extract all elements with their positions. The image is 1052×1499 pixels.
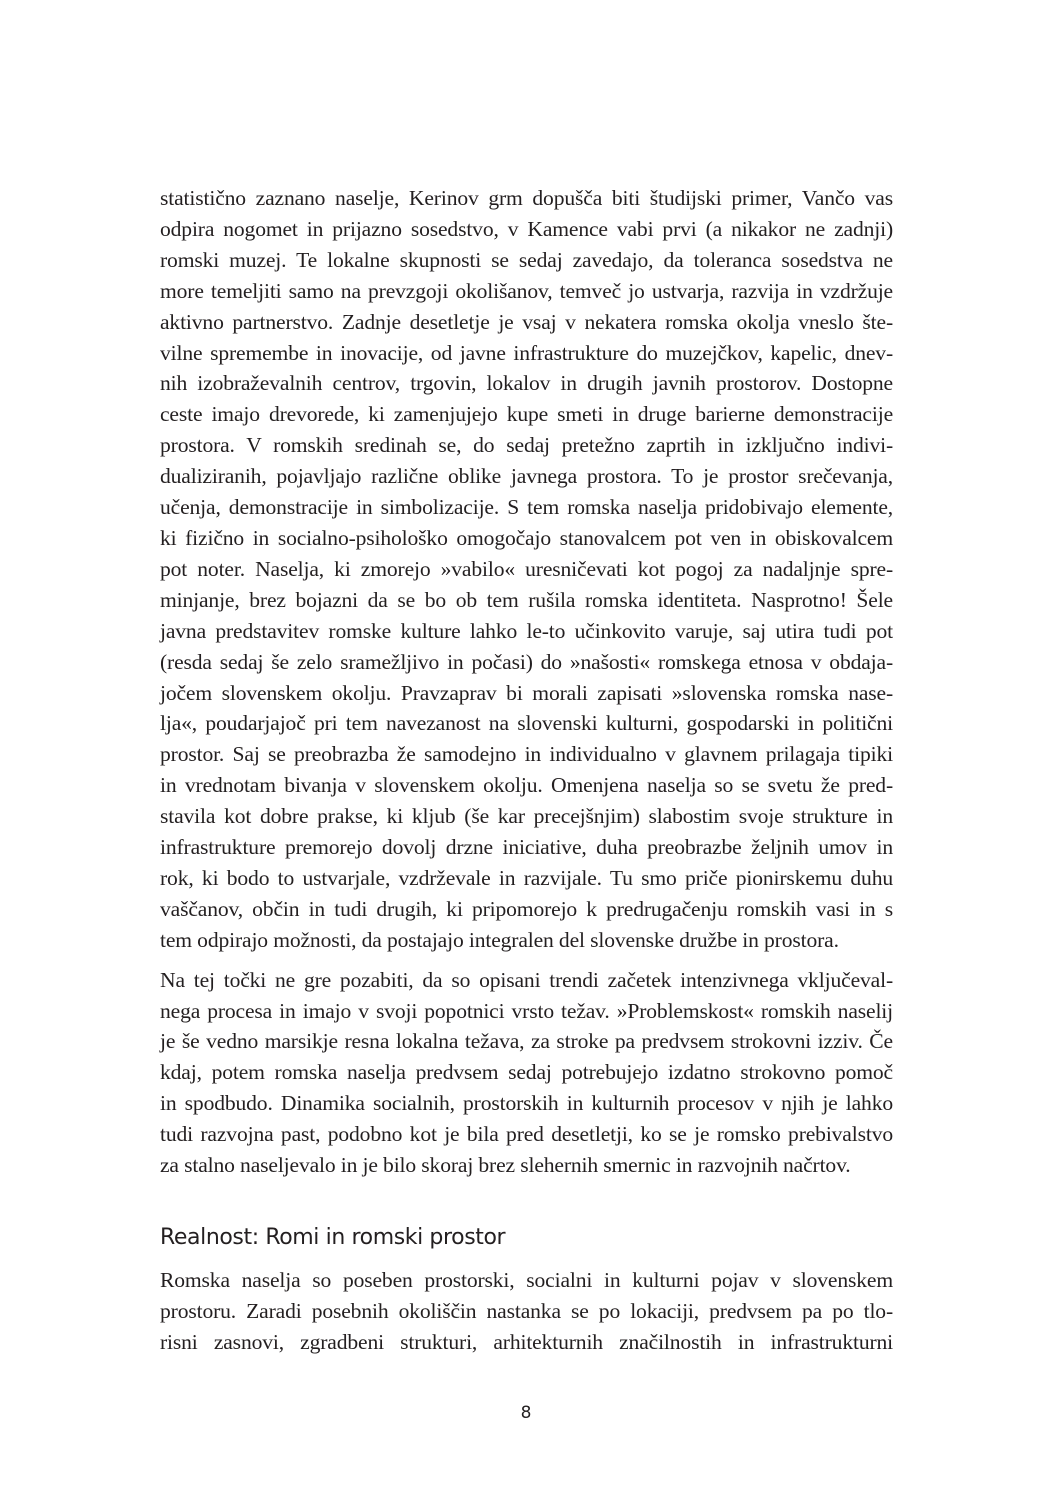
text-line: prostora. V romskih sredinah se, do sedaj pretežno zaprtih in izključno indivi- [160, 433, 893, 458]
text-line: odpira nogomet in prijazno sosedstvo, v Kamence vabi prvi (a nikakor ne zadnji) [160, 216, 893, 241]
page-body [160, 183, 893, 1358]
text-line: kdaj, potem romska naselja predvsem sedaj potrebujejo izdatno strokovno pomoč [160, 1060, 893, 1085]
text-line: romski muzej. Te lokalne skupnosti se sedaj zavedajo, da toleranca sosedstva ne [160, 247, 893, 272]
text-line: vaščanov, občin in tudi drugih, ki pripomorejo k predrugačenju romskih vasi in s [160, 896, 893, 921]
text-line: prostor. Saj se preobrazba že samodejno in individualno v glavnem prilagaja tipiki [160, 742, 893, 767]
text-line: statistično zaznano naselje, Kerinov grm dopušča biti študijski primer, Vančo vas [160, 186, 893, 210]
paragraph-3 [160, 1265, 893, 1358]
text-line: pot noter. Naselja, ki zmorejo »vabilo« uresničevati kot pogoj za nadaljnje spre- [160, 556, 893, 581]
text-line: je še vedno marsikje resna lokalna težava, za stroke pa predvsem strokovni izziv. Če [160, 1029, 893, 1054]
section-heading: Realnost: Romi in romski prostor [160, 1225, 506, 1250]
text-line: Na tej točki ne gre pozabiti, da so opisani trendi začetek intenzivnega vključeval- [160, 967, 893, 992]
text-line: rok, ki bodo to ustvarjale, vzdrževale in razvijale. Tu smo priče pionirskemu duhu [160, 865, 893, 890]
text-line: nega procesa in imajo v svoji popotnici vrsto težav. »Problemskost« romskih naselij [160, 998, 893, 1023]
text-line: in spodbudo. Dinamika socialnih, prostorskih in kulturnih procesov v njih je lahko [160, 1091, 893, 1116]
text-line: tudi razvojna past, podobno kot je bila pred desetletji, ko se je romsko prebivalstvo [160, 1122, 893, 1147]
text-line: učenja, demonstracije in simbolizacije. S tem romska naselja pridobivajo elemente, [160, 495, 893, 520]
text-line: jočem slovenskem okolju. Pravzaprav bi morali zapisati »slovenska romska nase- [160, 680, 893, 705]
text-line: infrastrukture premorejo dovolj drzne iniciative, duha preobrazbe željnih umov in [160, 835, 893, 860]
text-line: za stalno naseljevalo in je bilo skoraj brez slehernih smernic in razvojnih načrtov. [160, 1153, 851, 1178]
text-line: minjanje, brez bojazni da se bo ob tem rušila romska identiteta. Nasprotno! Šele [160, 587, 893, 612]
text-line: tem odpirajo možnosti, da postajajo integralen del slovenske družbe in prostora. [160, 927, 839, 952]
text-line: risni zasnovi, zgradbeni strukturi, arhitekturnih značilnostih in infrastrukturni [160, 1329, 893, 1354]
text-line: prostoru. Zaradi posebnih okoliščin nastanka se po lokaciji, predvsem pa po tlo- [160, 1298, 893, 1323]
text-line: stavila kot dobre prakse, ki kljub (še kar precejšnjim) slabostim svoje strukture in [160, 804, 893, 829]
text-line: in vrednotam bivanja v slovenskem okolju. Omenjena naselja so se svetu že pred- [160, 773, 893, 798]
page-number: 8 [520, 1403, 532, 1423]
text-line: lja«, poudarjajoč pri tem navezanost na slovenski kulturni, gospodarski in politični [160, 711, 893, 736]
text-line: nih izobraževalnih centrov, trgovin, lokalov in drugih javnih prostorov. Dostopne [160, 371, 893, 396]
text-line: ceste imajo drevorede, ki zamenjujejo kupe smeti in druge barierne demonstracije [160, 402, 893, 427]
text-line: (resda sedaj še zelo sramežljivo in počasi) do »našosti« romskega etnosa v obdaja- [160, 649, 893, 674]
paragraph-1 [160, 183, 893, 956]
text-line: dualiziranih, pojavljajo različne oblike javnega prostora. To je prostor srečevanja, [160, 464, 893, 489]
text-line: javna predstavitev romske kulture lahko le-to učinkovito varuje, saj utira tudi pot [160, 618, 893, 643]
text-line: Romska naselja so poseben prostorski, socialni in kulturni pojav v slovenskem [160, 1268, 893, 1292]
text-line: vilne spremembe in inovacije, od javne infrastrukture do muzejčkov, kapelic, dnev- [160, 340, 893, 365]
paragraph-2 [160, 965, 893, 1181]
text-line: more temeljiti samo na prevzgoji okolišanov, temveč jo ustvarja, razvija in vzdržuje [160, 278, 893, 303]
text-line: ki fizično in socialno-psihološko omogočajo stanovalcem pot ven in obiskovalcem [160, 525, 893, 550]
text-line: aktivno partnerstvo. Zadnje desetletje je vsaj v nekatera romska okolja vneslo šte- [160, 309, 893, 334]
